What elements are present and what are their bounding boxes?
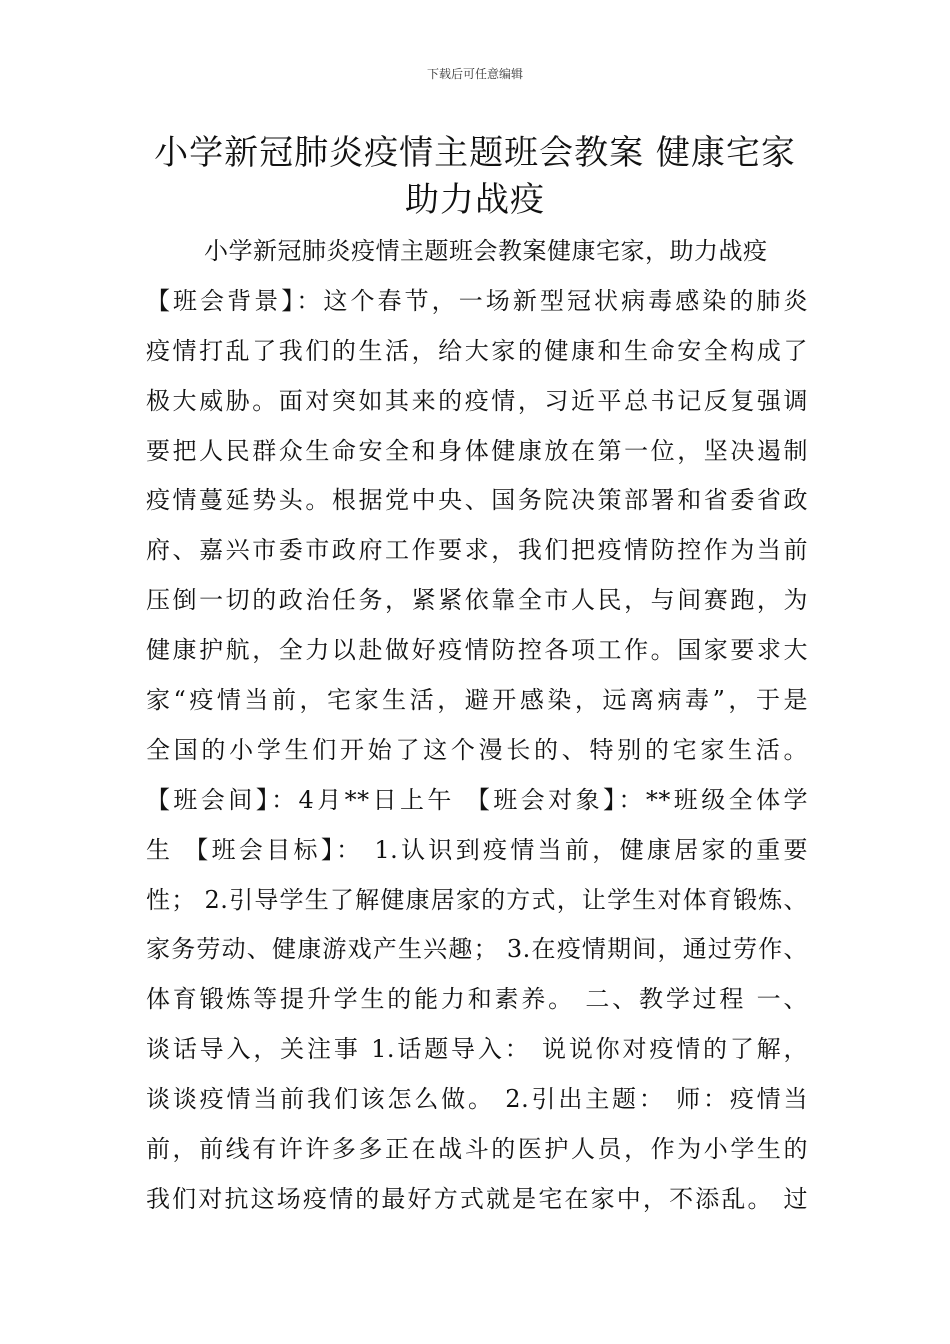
body-line: 全国的小学生们开始了这个漫长的、特别的宅家生活。 — [146, 735, 808, 764]
body-line: 生 【班会目标】： 1.认识到疫情当前，健康居家的重要 — [146, 835, 808, 864]
title-line-2: 助力战疫 — [405, 180, 545, 220]
body-line: 疫情打乱了我们的生活，给大家的健康和生命安全构成了 — [146, 336, 808, 365]
body-line: 家“疫情当前，宅家生活，避开感染，远离病毒”，于是 — [146, 686, 808, 715]
body-line: 家务劳动、健康游戏产生兴趣； 3.在疫情期间，通过劳作、 — [146, 935, 808, 964]
body-line: 【班会背景】：这个春节，一场新型冠状病毒感染的肺炎 — [146, 286, 808, 315]
body-text — [146, 227, 808, 1225]
header-note: 下载后可任意编辑 — [426, 67, 523, 81]
body-line: 府、嘉兴市委市政府工作要求，我们把疫情防控作为当前 — [146, 536, 808, 565]
body-line: 压倒一切的政治任务，紧紧依靠全市人民，与间赛跑，为 — [146, 586, 808, 615]
document-title — [120, 130, 830, 224]
body-line: 小学新冠肺炎疫情主题班会教案健康宅家，助力战疫 — [204, 237, 768, 265]
title-line-1: 小学新冠肺炎疫情主题班会教案 健康宅家 — [154, 133, 796, 173]
body-line: 疫情蔓延势头。根据党中央、国务院决策部署和省委省政 — [146, 486, 808, 515]
body-line: 健康护航，全力以赴做好疫情防控各项工作。国家要求大 — [146, 636, 808, 665]
body-line: 我们对抗这场疫情的最好方式就是宅在家中，不添乱。 过 — [146, 1184, 808, 1213]
body-line: 要把人民群众生命安全和身体健康放在第一位，坚决遏制 — [146, 436, 808, 465]
body-line: 【班会间】：4月**日上午 【班会对象】：**班级全体学 — [146, 785, 808, 814]
body-line: 极大威胁。面对突如其来的疫情，习近平总书记反复强调 — [146, 386, 808, 415]
body-line: 谈话导入，关注事 1.话题导入： 说说你对疫情的了解， — [146, 1035, 808, 1064]
body-line: 体育锻炼等提升学生的能力和素养。 二、教学过程 一、 — [146, 985, 808, 1014]
body-line: 前，前线有许许多多正在战斗的医护人员，作为小学生的 — [146, 1135, 808, 1164]
body-line: 谈谈疫情当前我们该怎么做。 2.引出主题： 师：疫情当 — [146, 1085, 808, 1114]
body-line: 性； 2.引导学生了解健康居家的方式，让学生对体育锻炼、 — [146, 885, 808, 914]
